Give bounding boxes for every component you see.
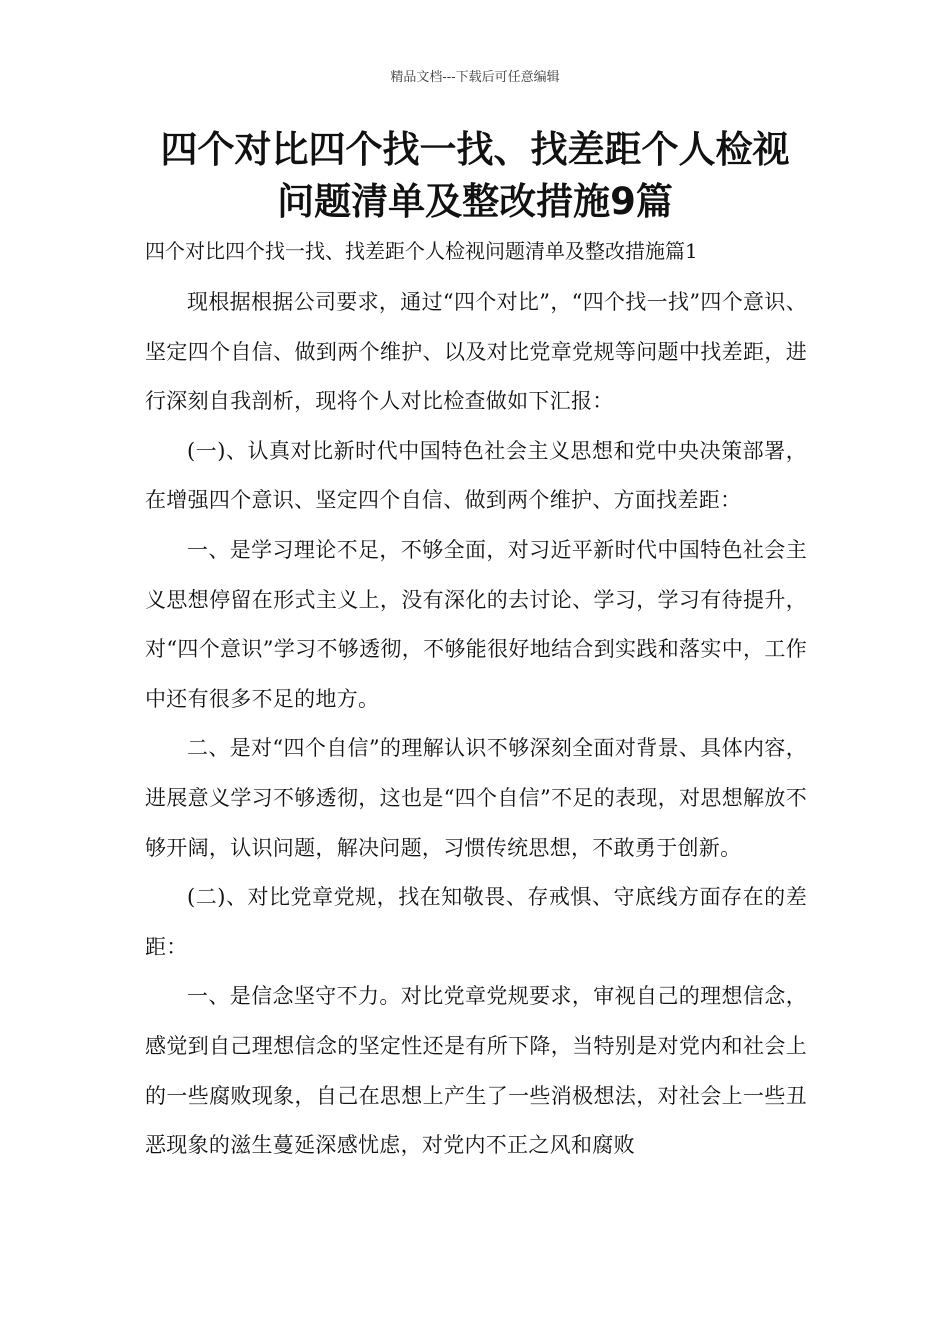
header-note: 精品文档---下载后可任意编辑 [390, 70, 560, 85]
paragraph-intro: 现根据根据公司要求，通过“四个对比”，“四个找一找”四个意识、坚定四个自信、做到两个维护、以及对比党章党规等问题中找差距，进行深刻自我剖析，现将个人对比检查做如下汇报： [145, 290, 807, 414]
document-title [120, 124, 830, 228]
paragraph-section-2-heading: (二)、对比党章党规，找在知敬畏、存戒惧、守底线方面存在的差距： [145, 885, 807, 959]
section-subtitle: 四个对比四个找一找、找差距个人检视问题清单及整改措施篇1 [145, 239, 698, 263]
title-line-1: 四个对比四个找一找、找差距个人检视 [160, 128, 790, 171]
document-body [145, 278, 807, 1171]
paragraph-point-1: 一、是学习理论不足，不够全面，对习近平新时代中国特色社会主义思想停留在形式主义上，没有深化的去讨论、学习，学习有待提升，对“四个意识”学习不够透彻，不够能很好地结合到实践和落实中，工作中还有很多不足的地方。 [145, 537, 807, 711]
paragraph-point-2: 二、是对“四个自信”的理解认识不够深刻全面对背景、具体内容，进展意义学习不够透彻，这也是“四个自信”不足的表现，对思想解放不够开阔，认识问题，解决问题，习惯传统思想，不敢勇于创新。 [145, 736, 807, 860]
paragraph-section-1-heading: (一)、认真对比新时代中国特色社会主义思想和党中央决策部署，在增强四个意识、坚定四个自信、做到两个维护、方面找差距： [145, 438, 807, 513]
title-line-2: 问题清单及整改措施9篇 [277, 180, 673, 223]
paragraph-point-3: 一、是信念坚守不力。对比党章党规要求，审视自己的理想信念，感觉到自己理想信念的坚定性还是有所下降，当特别是对党内和社会上的一些腐败现象，自己在思想上产生了一些消极想法，对社会上一些丑恶现象的滋生蔓延深感忧虑，对党内不正之风和腐败 [145, 984, 807, 1158]
